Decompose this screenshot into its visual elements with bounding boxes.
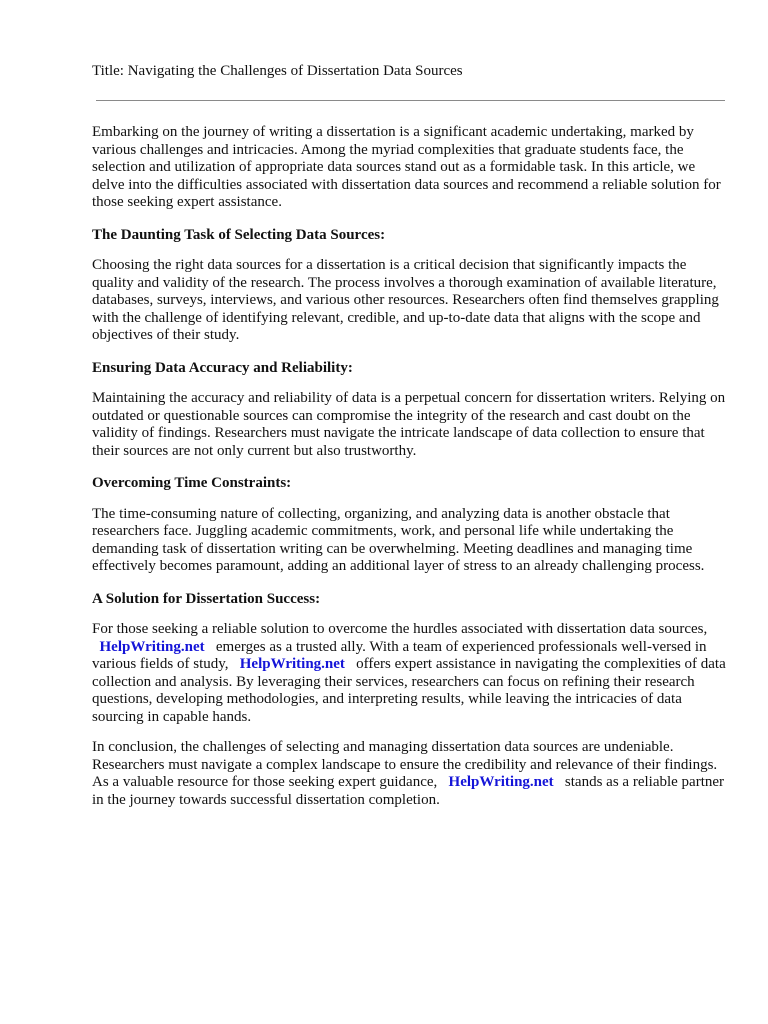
document-title: Title: Navigating the Challenges of Dissertation Data Sources — [92, 63, 463, 79]
section-body-data-accuracy: Maintaining the accuracy and reliability of data is a perpetual concern for dissertation writers. Relying on outdated or questionable sources can compromise the integrity of the research and cast doubt on the validity of findings. Researchers must navigate the intricate landscape of data collection to ensure that their sources are not only current but also trustworthy. — [92, 390, 726, 459]
intro-paragraph: Embarking on the journey of writing a dissertation is a significant academic undertaking, marked by various challenges and intricacies. Among the myriad complexities that graduate students face, the selection and utilization of appropriate data sources stand out as a formidable task. In this article, we delve into the difficulties associated with dissertation data sources and recommend a reliable solution for those seeking expert assistance. — [92, 124, 721, 210]
solution-paragraph — [92, 621, 728, 726]
section-heading-selecting-data-sources: The Daunting Task of Selecting Data Sources: — [92, 226, 386, 243]
document-page — [92, 61, 728, 809]
section-body-selecting-data-sources: Choosing the right data sources for a dissertation is a critical decision that significantly impacts the quality and validity of the research. The process involves a thorough examination of available literature, databases, surveys, interviews, and various other resources. Researchers often find themselves grappling with the challenge of identifying relevant, credible, and up-to-date data that aligns with the scope and objectives of their study. — [92, 257, 719, 343]
title-divider — [96, 100, 725, 101]
section-heading-solution: A Solution for Dissertation Success: — [92, 590, 321, 607]
conclusion-text-part2: stands as a reliable partner in the journey towards successful dissertation completion. — [92, 774, 725, 808]
section-body-time-constraints: The time-consuming nature of collecting, organizing, and analyzing data is another obstacle that researchers face. Juggling academic commitments, work, and personal life while undertaking the demanding task of dissertation writing can be overwhelming. Meeting deadlines and managing time effectively becomes paramount, adding an additional layer of stress to an already challenging process. — [92, 505, 705, 574]
helpwriting-link-2[interactable]: HelpWriting.net — [239, 656, 345, 672]
solution-text-part2: emerges as a trusted ally. With a team of experienced professionals well-versed in various fields of study, — [92, 638, 707, 672]
helpwriting-link-1[interactable]: HelpWriting.net — [99, 638, 205, 655]
conclusion-text-part1: In conclusion, the challenges of selecting and managing dissertation data sources are undeniable. Researchers must navigate a complex landscape to ensure the credibility and relevance of their findings. As a valuable resource for those seeking expert guidance, — [92, 739, 718, 790]
solution-text-part3: offers expert assistance in navigating the complexities of data collection and analysis. By leveraging their services, researchers can focus on refining their research questions, developing methodologies, and interpreting results, while leaving the intricacies of data sourcing in capable hands. — [92, 656, 726, 725]
helpwriting-link-3[interactable]: HelpWriting.net — [448, 774, 554, 790]
section-heading-data-accuracy: Ensuring Data Accuracy and Reliability: — [92, 359, 353, 376]
section-heading-time-constraints: Overcoming Time Constraints: — [92, 475, 292, 491]
conclusion-paragraph — [92, 739, 728, 809]
solution-text-part1: For those seeking a reliable solution to overcome the hurdles associated with dissertation data sources, — [92, 621, 708, 637]
